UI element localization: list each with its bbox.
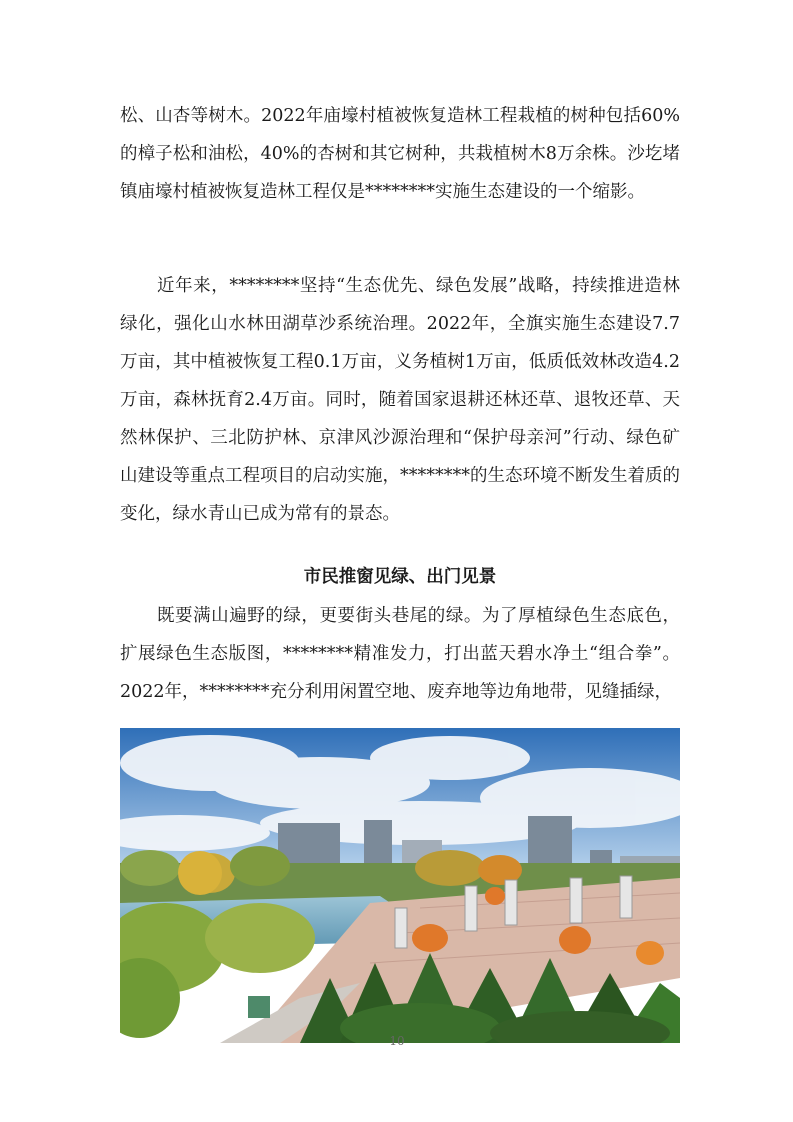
park-photo [120,728,680,1043]
paragraph-1: 松、山杏等树木。2022年庙壕村植被恢复造林工程栽植的树种包括60%的樟子松和油松，40%的杏树和其它树种，共栽植树木8万余株。沙圪堵镇庙壕村植被恢复造林工程仅是********实施生态建设的一个缩影。 [120,106,680,202]
paragraph-3: 既要满山遍野的绿，更要街头巷尾的绿。为了厚植绿色生态底色，扩展绿色生态版图，********精准发力，打出蓝天碧水净土“组合拳”。2022年，********充分利用闲置空地、废弃地等边角地带，见缝插绿， [120,606,680,702]
kiosk [248,996,270,1018]
section-heading: 市民推窗见绿、出门见景 [303,567,497,587]
page-number: 10 [389,1034,405,1048]
paragraph-2: 近年来，********坚持“生态优先、绿色发展”战略，持续推进造林绿化，强化山水林田湖草沙系统治理。2022年，全旗实施生态建设7.7万亩，其中植被恢复工程0.1万亩，义务植树1万亩，低质低效林改造4.2万亩，森林抚育2.4万亩。同时，随着国家退耕还林还草、退牧还草、天然林保护、三北防护林、京津风沙源治理和“保护母亲河”行动、绿色矿山建设等重点工程项目的启动实施，********的生态环境不断发生着质的变化，绿水青山已成为常有的景态。 [120,276,680,524]
park-photo-illustration [120,728,680,1043]
